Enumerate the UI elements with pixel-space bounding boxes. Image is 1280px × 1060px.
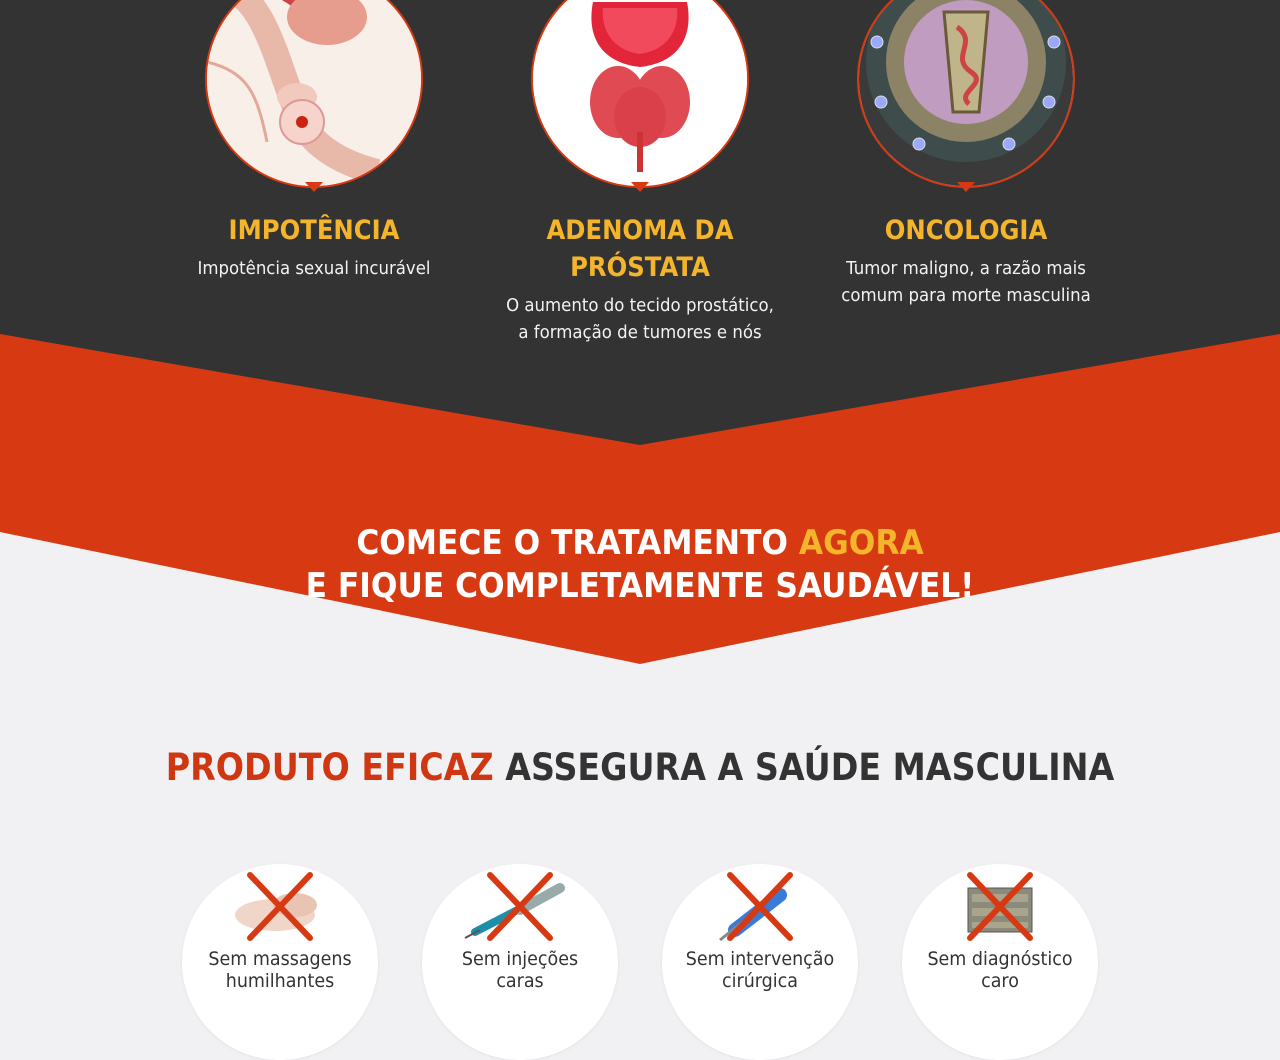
cta-heading bbox=[51, 522, 1229, 608]
benefit-label-line: Sem injeções bbox=[461, 948, 579, 970]
benefit-label-line: Sem diagnóstico bbox=[927, 948, 1073, 970]
cta-prefix: COMECE O TRATAMENTO bbox=[356, 523, 799, 563]
condition-description: Impotência sexual incurável bbox=[197, 258, 431, 279]
benefit-no-injections bbox=[422, 864, 618, 1060]
impotence-illustration bbox=[205, 0, 423, 188]
card-pointer bbox=[957, 182, 975, 192]
cta-accent: AGORA bbox=[798, 523, 924, 563]
condition-title-line: PRÓSTATA bbox=[570, 252, 710, 283]
condition-title: ONCOLOGIA bbox=[884, 215, 1048, 246]
crossed-hands-icon bbox=[220, 870, 340, 942]
condition-description-line: a formação de tumores e nós bbox=[518, 322, 762, 343]
condition-card-oncology bbox=[816, 0, 1116, 309]
condition-description-line: comum para morte masculina bbox=[841, 285, 1091, 306]
condition-title-line: ADENOMA DA bbox=[546, 215, 734, 246]
condition-card-impotence bbox=[164, 0, 464, 282]
benefit-label-line: Sem intervenção bbox=[685, 948, 835, 970]
section-title-rest: ASSEGURA A SAÚDE MASCULINA bbox=[493, 746, 1115, 789]
benefit-no-massage bbox=[182, 864, 378, 1060]
benefit-label bbox=[910, 948, 1090, 992]
benefit-label bbox=[190, 948, 370, 992]
section-title-accent: PRODUTO EFICAZ bbox=[165, 746, 494, 789]
cta-line-2: E FIQUE COMPLETAMENTE SAUDÁVEL! bbox=[305, 566, 975, 606]
crossed-scalpel-icon bbox=[700, 870, 820, 942]
card-pointer bbox=[305, 182, 323, 192]
condition-description bbox=[502, 292, 778, 346]
benefit-no-expensive-diagnosis bbox=[902, 864, 1098, 1060]
crossed-money-icon bbox=[940, 870, 1060, 942]
benefit-label bbox=[670, 948, 850, 992]
condition-description-line: O aumento do tecido prostático, bbox=[506, 295, 774, 316]
benefit-label-line: cirúrgica bbox=[722, 970, 798, 992]
benefit-label bbox=[430, 948, 610, 992]
crossed-syringe-icon bbox=[460, 870, 580, 942]
benefit-label-line: humilhantes bbox=[225, 970, 335, 992]
benefit-label-line: caras bbox=[496, 970, 544, 992]
condition-description bbox=[828, 255, 1104, 309]
prostate-illustration bbox=[531, 0, 749, 188]
condition-card-adenoma bbox=[490, 0, 790, 346]
virus-illustration bbox=[857, 0, 1075, 188]
condition-title: IMPOTÊNCIA bbox=[228, 215, 400, 246]
card-pointer bbox=[631, 182, 649, 192]
cta-line-1 bbox=[51, 522, 1229, 565]
benefit-label-line: Sem massagens bbox=[208, 948, 352, 970]
benefit-label-line: caro bbox=[981, 970, 1019, 992]
condition-title bbox=[505, 212, 775, 286]
benefit-no-surgery bbox=[662, 864, 858, 1060]
section-title bbox=[64, 746, 1216, 789]
condition-description-line: Tumor maligno, a razão mais bbox=[846, 258, 1086, 279]
